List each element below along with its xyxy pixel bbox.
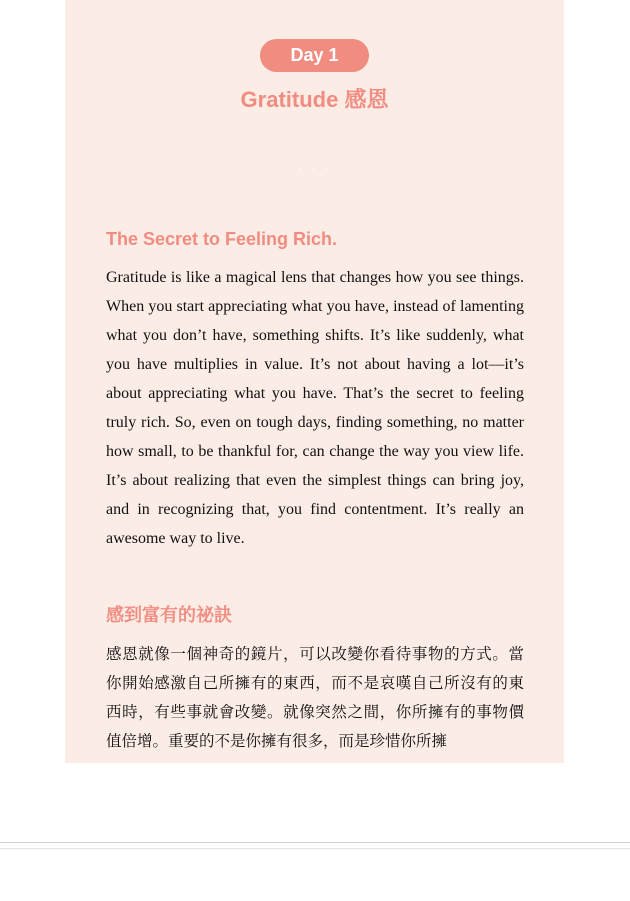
card-title: Gratitude 感恩	[240, 87, 389, 112]
day-badge: Day 1	[260, 39, 369, 72]
content-card	[65, 0, 564, 763]
bottom-divider-line-secondary	[0, 848, 630, 849]
bottom-divider-line	[0, 842, 630, 843]
section-heading-chinese: 感到富有的祕訣	[106, 605, 232, 625]
divider-dots: · · ·	[297, 161, 332, 175]
section-heading-english: The Secret to Feeling Rich.	[106, 229, 338, 249]
section-body-chinese: 感恩就像一個神奇的鏡片，可以改變你看待事物的方式。當你開始感激自己所擁有的東西，而不是哀嘆自己所沒有的東西時，有些事就會改變。就像突然之間，你所擁有的事物價值倍增。重要的不是你擁有很多，而是珍惜你所擁	[106, 645, 524, 750]
section-body-english: Gratitude is like a magical lens that changes how you see things. When you start appreciating what you have, instead of lamenting what you don’t have, something shifts. It’s like suddenly, what you have multiplies in value. It’s not about having a lot—it’s about appreciating what you have. That’s the secret to feeling truly rich. So, even on tough days, finding something, no matter how small, to be thankful for, can change the way you view life. It’s about realizing that even the simplest things can bring joy, and in recognizing that, you find contentment. It’s really an awesome way to live.	[106, 269, 524, 547]
